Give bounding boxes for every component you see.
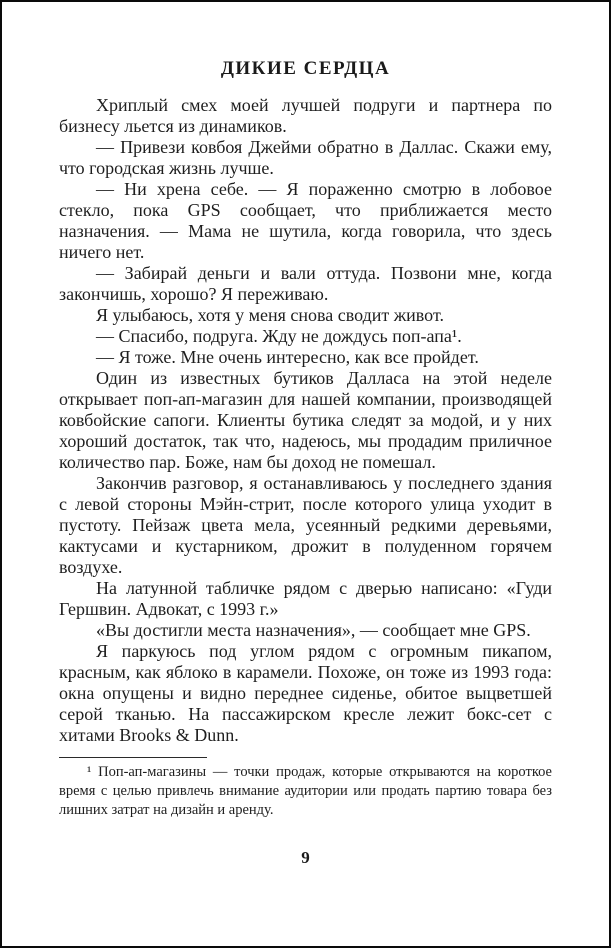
body-text xyxy=(59,95,552,746)
paragraph: — Спасибо, подруга. Жду не дождусь поп-апа¹. xyxy=(96,326,462,346)
paragraph: Хриплый смех моей лучшей подруги и партнера по бизнесу льется из динамиков. xyxy=(59,95,552,136)
page-title: ДИКИЕ СЕРДЦА xyxy=(220,58,391,79)
paragraph: Я паркуюсь под углом рядом с огромным пикапом, красным, как яблоко в карамели. Похоже, он тоже из 1993 года: окна опущены и видно переднее сиденье, обитое выцветшей серой тканью. На пассажирском кресле лежит бокс-сет с хитами Brooks & Dunn. xyxy=(59,641,552,745)
paragraph: На латунной табличке рядом с дверью написано: «Гуди Гершвин. Адвокат, с 1993 г.» xyxy=(59,578,552,619)
page-number: 9 xyxy=(301,848,310,867)
footnote-separator xyxy=(59,757,207,758)
paragraph: — Я тоже. Мне очень интересно, как все пройдет. xyxy=(96,347,479,367)
footnote-block xyxy=(59,757,552,820)
paragraph: «Вы достигли места назначения», — сообщает мне GPS. xyxy=(96,620,531,640)
paragraph: — Ни хрена себе. — Я пораженно смотрю в лобовое стекло, пока GPS сообщает, что приближается место назначения. — Мама не шутила, когда говорила, что здесь ничего нет. xyxy=(59,179,552,262)
paragraph: — Привези ковбоя Джейми обратно в Даллас. Скажи ему, что городская жизнь лучше. xyxy=(59,137,552,178)
paragraph: — Забирай деньги и вали оттуда. Позвони мне, когда закончишь, хорошо? Я переживаю. xyxy=(59,263,552,304)
paragraph: Закончив разговор, я останавливаюсь у последнего здания с левой стороны Мэйн-стрит, после которого улица уходит в пустоту. Пейзаж цвета мела, усеянный редкими деревьями, кактусами и кустарником, дрожит в полуденном горячем воздухе. xyxy=(59,473,552,577)
footnote-text: ¹ Поп-ап-магазины — точки продаж, которые открываются на короткое время с целью привлечь внимание аудитории или продать партию товара без лишних затрат на дизайн и аренду. xyxy=(59,764,552,818)
paragraph: Один из известных бутиков Далласа на этой неделе открывает поп-ап-магазин для нашей компании, производящей ковбойские сапоги. Клиенты бутика следят за модой, и у них хороший достаток, так что, надеюсь, мы продадим приличное количество пар. Боже, нам бы доход не помешал. xyxy=(59,368,552,472)
paragraph: Я улыбаюсь, хотя у меня снова сводит живот. xyxy=(96,305,444,325)
